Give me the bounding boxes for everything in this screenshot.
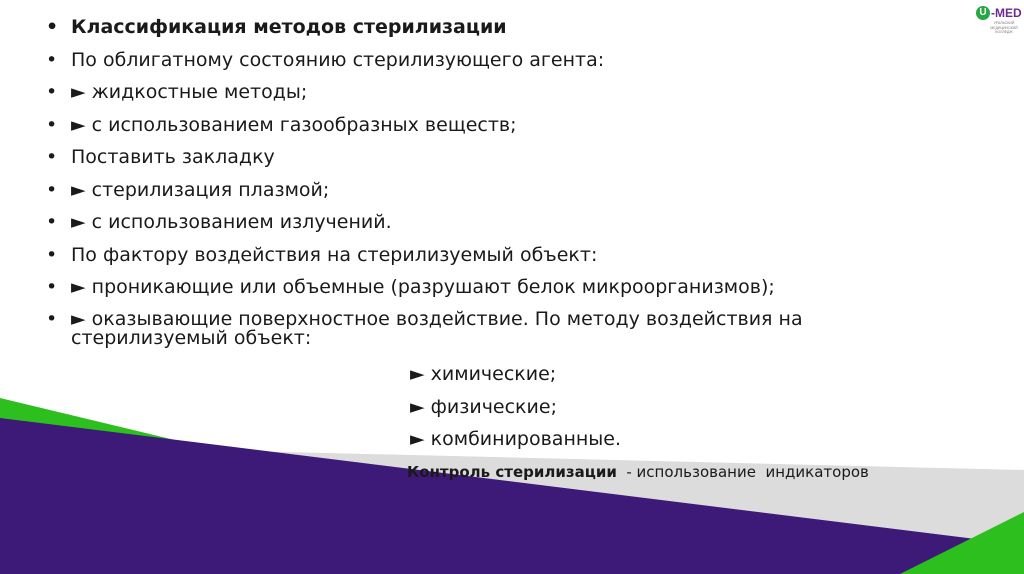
slide-title: Классификация методов стерилизации: [71, 16, 507, 38]
bullet-text: ► стерилизация плазмой;: [71, 178, 330, 201]
bullet-text: ► жидкостные методы;: [71, 81, 308, 103]
bullet-item: [44, 245, 924, 266]
bullet-text: ► с использованием излучений.: [71, 211, 392, 233]
bullet-dot: •: [46, 276, 58, 298]
logo-mark: U: [976, 6, 990, 20]
college-logo: [976, 6, 1022, 42]
bullet-text: ► с использованием газообразных веществ;: [71, 113, 517, 136]
bullet-dot: •: [46, 243, 58, 266]
sub-item: ► физические;: [410, 395, 557, 418]
bullet-dot: •: [46, 146, 58, 168]
bullet-dot: •: [46, 211, 58, 233]
bullet-item: [44, 50, 924, 71]
bullet-item: [44, 180, 924, 201]
logo-name: -MED: [991, 6, 1022, 20]
control-line: [407, 463, 869, 481]
bullet-text: По облигатному состоянию стерилизующего агента:: [71, 48, 605, 71]
control-heading: Контроль стерилизации: [407, 463, 617, 481]
control-text: - использование индикаторов: [616, 463, 869, 481]
bullet-text: ► проникающие или объемные (разрушают белок микроорганизмов);: [71, 276, 775, 298]
bullet-item: [44, 82, 924, 103]
bullet-item: [44, 307, 924, 349]
bullet-item: [44, 17, 924, 38]
sub-item: ► комбинированные.: [410, 428, 622, 450]
bullet-dot: •: [46, 178, 58, 201]
bullet-dot: •: [46, 81, 58, 103]
bullet-text: Поставить закладку: [71, 146, 275, 168]
sub-item: ► химические;: [410, 363, 557, 385]
bullet-dot: •: [46, 113, 58, 136]
bullet-item: [44, 212, 924, 233]
method-sublist: [410, 364, 621, 462]
bullet-item: [44, 115, 924, 136]
bullet-text: По фактору воздействия на стерилизуемый объект:: [71, 243, 598, 266]
logo-tagline: УРАЛЬСКИЙ МЕДИЦИНСКИЙ КОЛЛЕДЖ: [990, 21, 1018, 34]
bullet-list: [44, 17, 924, 359]
bullet-item: [44, 147, 924, 168]
bullet-item: [44, 277, 924, 298]
bullet-text: ► оказывающие поверхностное воздействие. По методу воздействия на стерилизуемый объект:: [71, 307, 803, 349]
bullet-dot: •: [46, 16, 59, 38]
bullet-dot: •: [46, 48, 58, 71]
bullet-dot: •: [46, 307, 58, 330]
